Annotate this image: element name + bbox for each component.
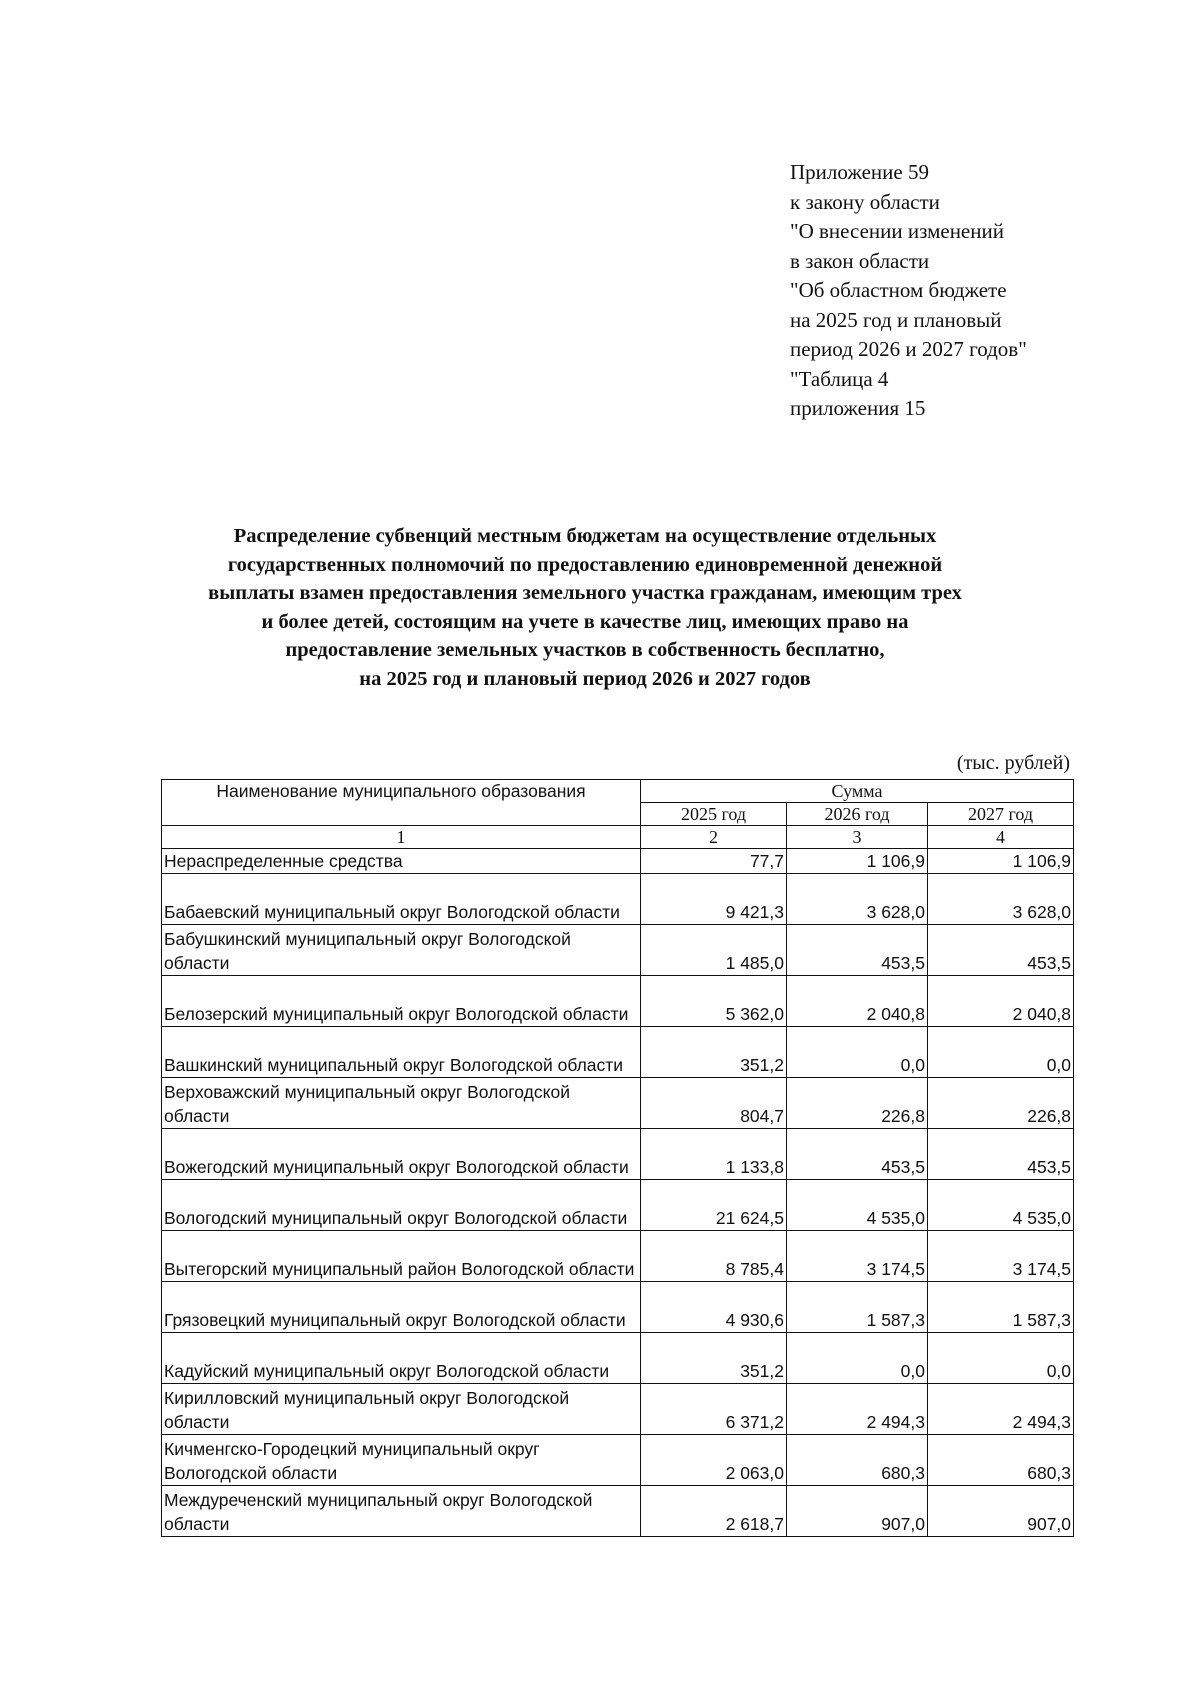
amount-2026: 4 535,0	[787, 1180, 928, 1231]
annex-line: на 2025 год и плановый	[790, 307, 1002, 332]
amount-2025: 804,7	[641, 1078, 787, 1129]
amount-2026: 453,5	[787, 925, 928, 976]
header-municipality: Наименование муниципального образования	[162, 780, 641, 826]
municipality-name: Нераспределенные средства	[162, 849, 641, 874]
amount-2025: 6 371,2	[641, 1384, 787, 1435]
municipality-name: Вашкинский муниципальный округ Вологодской области	[162, 1027, 641, 1078]
amount-2025: 1 485,0	[641, 925, 787, 976]
amount-2026: 907,0	[787, 1486, 928, 1537]
amount-2027: 453,5	[928, 1129, 1074, 1180]
column-number: 3	[787, 826, 928, 849]
municipality-name: Вожегодский муниципальный округ Вологодской области	[162, 1129, 641, 1180]
amount-2027: 453,5	[928, 925, 1074, 976]
amount-2026: 226,8	[787, 1078, 928, 1129]
annex-header	[790, 158, 1027, 424]
header-sum: Сумма	[641, 780, 1074, 803]
amount-2027: 3 628,0	[928, 874, 1074, 925]
header-year-2026: 2026 год	[787, 803, 928, 826]
annex-line: "Таблица 4	[790, 366, 889, 391]
amount-2026: 0,0	[787, 1027, 928, 1078]
title-line: предоставление земельных участков в собственность бесплатно,	[285, 639, 885, 661]
amount-2026: 2 494,3	[787, 1384, 928, 1435]
annex-line: к закону области	[790, 189, 940, 214]
amount-2027: 907,0	[928, 1486, 1074, 1537]
title-line: Распределение субвенций местным бюджетам на осуществление отдельных	[233, 525, 937, 547]
amount-2027: 1 106,9	[928, 849, 1074, 874]
annex-line: приложения 15	[790, 396, 926, 420]
table-row	[162, 925, 1074, 976]
amount-2025: 5 362,0	[641, 976, 787, 1027]
municipality-name: Белозерский муниципальный округ Вологодской области	[162, 976, 641, 1027]
municipality-name: Бабаевский муниципальный округ Вологодской области	[162, 874, 641, 925]
amount-2027: 680,3	[928, 1435, 1074, 1486]
table-row	[162, 1435, 1074, 1486]
title-line: и более детей, состоящим на учете в качестве лиц, имеющих право на	[261, 610, 909, 633]
table-row	[162, 1129, 1074, 1180]
amount-2027: 3 174,5	[928, 1231, 1074, 1282]
annex-line: "Об областном бюджете	[790, 278, 1007, 302]
amount-2025: 21 624,5	[641, 1180, 787, 1231]
municipality-name: Верховажский муниципальный округ Вологодской области	[162, 1078, 641, 1129]
column-number: 4	[928, 826, 1074, 849]
amount-2025: 2 618,7	[641, 1486, 787, 1537]
document-title	[150, 522, 1020, 693]
municipality-name: Кадуйский муниципальный округ Вологодской области	[162, 1333, 641, 1384]
amount-2026: 680,3	[787, 1435, 928, 1486]
amount-2025: 4 930,6	[641, 1282, 787, 1333]
column-number: 2	[641, 826, 787, 849]
municipality-name: Бабушкинский муниципальный округ Вологодской области	[162, 925, 641, 976]
table-row	[162, 1231, 1074, 1282]
amount-2027: 226,8	[928, 1078, 1074, 1129]
amount-2026: 453,5	[787, 1129, 928, 1180]
annex-line: "О внесении изменений	[790, 219, 1004, 243]
amount-2027: 4 535,0	[928, 1180, 1074, 1231]
municipality-name: Кирилловский муниципальный округ Вологодской области	[162, 1384, 641, 1435]
municipality-name: Вытегорский муниципальный район Вологодской области	[162, 1231, 641, 1282]
amount-2025: 351,2	[641, 1027, 787, 1078]
amount-2025: 1 133,8	[641, 1129, 787, 1180]
table-row	[162, 1384, 1074, 1435]
table-row	[162, 1180, 1074, 1231]
amount-2027: 0,0	[928, 1333, 1074, 1384]
annex-line: Приложение 59	[790, 160, 929, 184]
title-line: на 2025 год и плановый период 2026 и 2027 годов	[359, 667, 811, 690]
units-label: (тыс. рублей)	[956, 752, 1070, 774]
title-line: государственных полномочий по предоставлению единовременной денежной	[227, 553, 943, 576]
table-row	[162, 976, 1074, 1027]
amount-2025: 351,2	[641, 1333, 787, 1384]
table-row	[162, 1333, 1074, 1384]
amount-2026: 0,0	[787, 1333, 928, 1384]
table-row	[162, 849, 1074, 874]
amount-2025: 9 421,3	[641, 874, 787, 925]
municipality-name: Вологодский муниципальный округ Вологодской области	[162, 1180, 641, 1231]
annex-line: период 2026 и 2027 годов"	[790, 337, 1027, 361]
amount-2025: 8 785,4	[641, 1231, 787, 1282]
amount-2027: 2 040,8	[928, 976, 1074, 1027]
header-year-2025: 2025 год	[641, 803, 787, 826]
amount-2025: 2 063,0	[641, 1435, 787, 1486]
header-year-2027: 2027 год	[928, 803, 1074, 826]
amount-2025: 77,7	[641, 849, 787, 874]
subvention-table	[161, 779, 1074, 1537]
municipality-name: Грязовецкий муниципальный округ Вологодской области	[162, 1282, 641, 1333]
column-number: 1	[162, 826, 641, 849]
table-row	[162, 1486, 1074, 1537]
amount-2026: 3 174,5	[787, 1231, 928, 1282]
municipality-name: Кичменгско-Городецкий муниципальный округ Вологодской области	[162, 1435, 641, 1486]
table-row	[162, 1078, 1074, 1129]
table-row	[162, 1282, 1074, 1333]
amount-2026: 1 587,3	[787, 1282, 928, 1333]
amount-2027: 2 494,3	[928, 1384, 1074, 1435]
amount-2026: 2 040,8	[787, 976, 928, 1027]
title-line: выплаты взамен предоставления земельного участка гражданам, имеющим трех	[208, 582, 962, 604]
table-row	[162, 1027, 1074, 1078]
amount-2026: 3 628,0	[787, 874, 928, 925]
table-row	[162, 874, 1074, 925]
amount-2027: 1 587,3	[928, 1282, 1074, 1333]
amount-2026: 1 106,9	[787, 849, 928, 874]
amount-2027: 0,0	[928, 1027, 1074, 1078]
municipality-name: Междуреченский муниципальный округ Вологодской области	[162, 1486, 641, 1537]
annex-line: в закон области	[790, 248, 930, 273]
